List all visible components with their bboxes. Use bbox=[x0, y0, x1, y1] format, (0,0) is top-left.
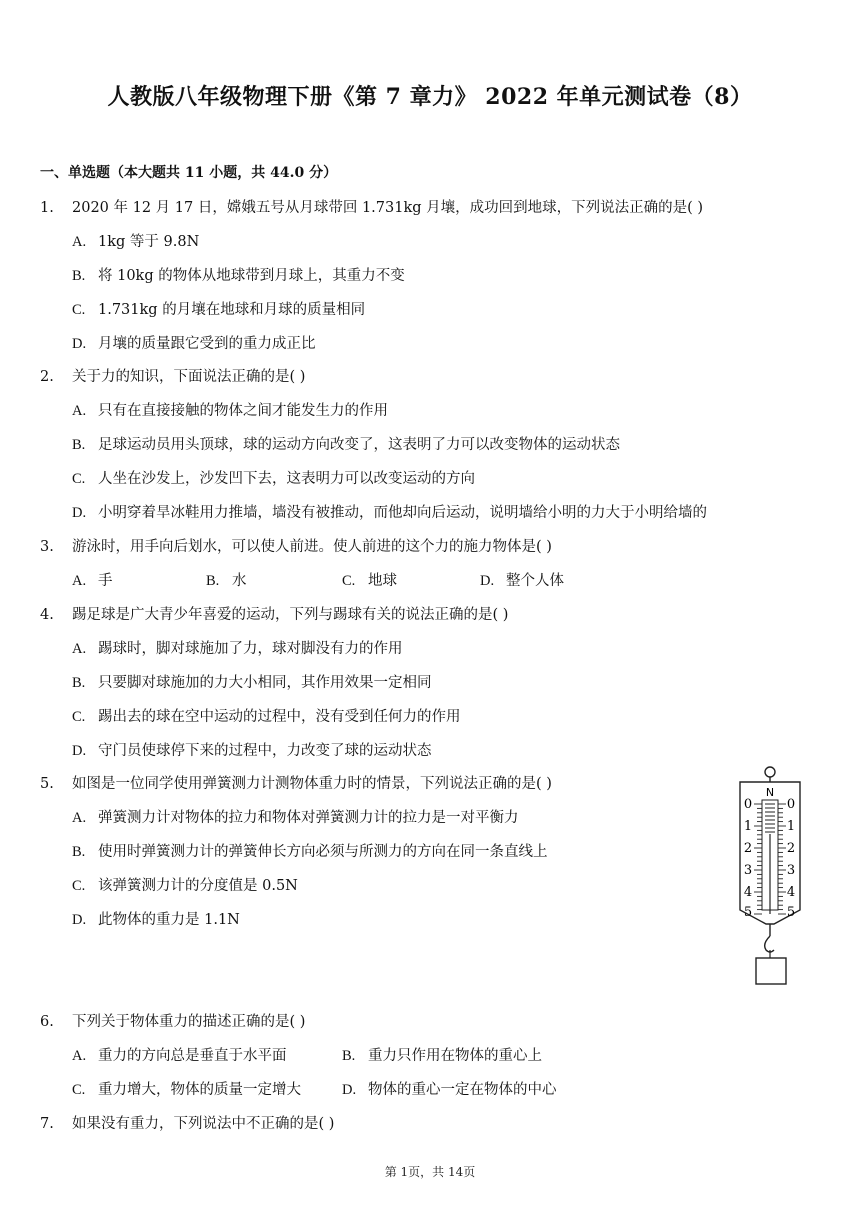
tick-label: 4 bbox=[786, 885, 796, 900]
tick-label: 1 bbox=[786, 819, 796, 834]
question-number: 5. bbox=[40, 776, 54, 792]
question-number: 3. bbox=[40, 539, 54, 555]
question-number: 7. bbox=[40, 1116, 54, 1132]
answer-paren: ( ) bbox=[289, 369, 306, 385]
answer-paren: ( ) bbox=[318, 1116, 335, 1132]
option-text: 将 10kg 的物体从地球带到月球上，其重力不变 bbox=[98, 268, 405, 284]
tick-label: 2 bbox=[743, 841, 753, 856]
question-3 bbox=[40, 535, 552, 556]
answer-paren: ( ) bbox=[536, 539, 552, 555]
option-text: 小明穿着旱冰鞋用力推墙，墙没有被推动，而他却向后运动，说明墙给小明的力大于小明给墙的 bbox=[98, 505, 707, 521]
option-text: 重力只作用在物体的重心上 bbox=[368, 1048, 542, 1064]
option-letter: B. bbox=[342, 1048, 356, 1064]
tick-label: 3 bbox=[786, 863, 796, 878]
option bbox=[72, 1044, 287, 1065]
top-ring bbox=[765, 767, 775, 777]
option-text: 整个人体 bbox=[506, 573, 564, 589]
option-text: 守门员使球停下来的过程中，力改变了球的运动状态 bbox=[98, 743, 432, 759]
option bbox=[72, 874, 298, 895]
question-stem: 如果没有重力，下列说法中不正确的是 bbox=[72, 1116, 319, 1132]
tick-label: 0 bbox=[786, 797, 796, 812]
tick-label: 2 bbox=[786, 841, 796, 856]
option bbox=[72, 705, 461, 726]
question-stem: 踢足球是广大青少年喜爱的运动，下列与踢球有关的说法正确的是 bbox=[72, 607, 493, 623]
option-text: 物体的重心一定在物体的中心 bbox=[368, 1082, 557, 1098]
question-6 bbox=[40, 1010, 305, 1031]
option bbox=[342, 1044, 542, 1065]
question-stem: 如图是一位同学使用弹簧测力计测物体重力时的情景，下列说法正确的是 bbox=[72, 776, 536, 792]
question-1 bbox=[40, 196, 703, 217]
option bbox=[206, 569, 247, 590]
option-text: 地球 bbox=[368, 573, 397, 589]
option-letter: C. bbox=[72, 471, 86, 487]
tick-label: 3 bbox=[743, 863, 753, 878]
option bbox=[342, 569, 397, 590]
page-title: 人教版八年级物理下册《第 7 章力》 2022 年单元测试卷（8） bbox=[107, 84, 753, 110]
tick-label: 5 bbox=[786, 905, 796, 920]
option bbox=[72, 399, 388, 420]
option-letter: B. bbox=[72, 675, 86, 691]
option-text: 人坐在沙发上，沙发凹下去，这表明力可以改变运动的方向 bbox=[98, 471, 475, 487]
question-5 bbox=[40, 772, 552, 793]
option-text: 月壤的质量跟它受到的重力成正比 bbox=[98, 336, 316, 352]
option-text: 弹簧测力计对物体的拉力和物体对弹簧测力计的拉力是一对平衡力 bbox=[98, 810, 519, 826]
option bbox=[480, 569, 564, 590]
option-text: 重力增大，物体的质量一定增大 bbox=[98, 1082, 301, 1098]
option-letter: A. bbox=[72, 403, 87, 419]
option bbox=[72, 264, 405, 285]
hanging-object bbox=[756, 958, 786, 984]
question-number: 4. bbox=[40, 607, 54, 623]
question-number: 6. bbox=[40, 1014, 54, 1030]
option bbox=[72, 501, 707, 522]
option-text: 该弹簧测力计的分度值是 0.5N bbox=[98, 878, 298, 894]
tick-label: 5 bbox=[743, 905, 753, 920]
option-text: 水 bbox=[232, 573, 247, 589]
option-text: 只有在直接接触的物体之间才能发生力的作用 bbox=[98, 403, 388, 419]
option-letter: A. bbox=[72, 234, 87, 250]
option bbox=[72, 806, 519, 827]
option-letter: C. bbox=[72, 1082, 86, 1098]
tick-label: 1 bbox=[743, 819, 753, 834]
option-letter: D. bbox=[72, 912, 87, 928]
option bbox=[342, 1078, 557, 1099]
option-text: 1kg 等于 9.8N bbox=[98, 234, 200, 250]
answer-paren: ( ) bbox=[687, 200, 704, 216]
option-letter: B. bbox=[72, 844, 86, 860]
option bbox=[72, 433, 620, 454]
option bbox=[72, 332, 316, 353]
option-text: 只要脚对球施加的力大小相同，其作用效果一定相同 bbox=[98, 675, 432, 691]
question-number: 1. bbox=[40, 200, 54, 216]
question-stem: 关于力的知识，下面说法正确的是 bbox=[72, 369, 290, 385]
option-letter: C. bbox=[72, 709, 86, 725]
question-number: 2. bbox=[40, 369, 54, 385]
option bbox=[72, 467, 475, 488]
page-footer: 第 1页，共 14页 bbox=[384, 1165, 476, 1179]
option-letter: D. bbox=[72, 336, 87, 352]
option-text: 重力的方向总是垂直于水平面 bbox=[98, 1048, 287, 1064]
option-text: 踢出去的球在空中运动的过程中，没有受到任何力的作用 bbox=[98, 709, 461, 725]
option-text: 1.731kg 的月壤在地球和月球的质量相同 bbox=[98, 302, 366, 318]
tick-label: 0 bbox=[743, 797, 753, 812]
bottom-hook bbox=[765, 936, 774, 952]
answer-paren: ( ) bbox=[492, 607, 509, 623]
option bbox=[72, 840, 548, 861]
option-text: 踢球时，脚对球施加了力，球对脚没有力的作用 bbox=[98, 641, 403, 657]
answer-paren: ( ) bbox=[536, 776, 552, 792]
option-letter: A. bbox=[72, 641, 87, 657]
option-letter: C. bbox=[342, 573, 356, 589]
tick-label: 4 bbox=[743, 885, 753, 900]
option bbox=[72, 671, 432, 692]
option bbox=[72, 298, 365, 319]
spring-scale-figure bbox=[734, 764, 814, 990]
option bbox=[72, 908, 240, 929]
option-letter: A. bbox=[72, 1048, 87, 1064]
option-letter: B. bbox=[72, 437, 86, 453]
option-text: 足球运动员用头顶球，球的运动方向改变了，这表明了力可以改变物体的运动状态 bbox=[98, 437, 620, 453]
section-heading: 一、单选题（本大题共 11 小题，共 44.0 分） bbox=[40, 165, 338, 181]
question-4 bbox=[40, 603, 508, 624]
option-letter: C. bbox=[72, 302, 86, 318]
option-letter: C. bbox=[72, 878, 86, 894]
option-letter: D. bbox=[72, 743, 87, 759]
question-7 bbox=[40, 1112, 334, 1133]
option-letter: D. bbox=[480, 573, 495, 589]
option-letter: B. bbox=[72, 268, 86, 284]
option bbox=[72, 739, 432, 760]
option bbox=[72, 569, 113, 590]
option bbox=[72, 1078, 301, 1099]
option-text: 手 bbox=[98, 573, 113, 589]
option-letter: B. bbox=[206, 573, 220, 589]
option bbox=[72, 637, 403, 658]
option-text: 使用时弹簧测力计的弹簧伸长方向必须与所测力的方向在同一条直线上 bbox=[98, 844, 548, 860]
question-stem: 下列关于物体重力的描述正确的是 bbox=[72, 1014, 290, 1030]
question-2 bbox=[40, 365, 305, 386]
question-stem: 游泳时，用手向后划水，可以使人前进。使人前进的这个力的施力物体是 bbox=[72, 539, 536, 555]
option-letter: D. bbox=[342, 1082, 357, 1098]
option-letter: D. bbox=[72, 505, 87, 521]
option-text: 此物体的重力是 1.1N bbox=[98, 912, 240, 928]
answer-paren: ( ) bbox=[289, 1014, 306, 1030]
question-stem: 2020 年 12 月 17 日，嫦娥五号从月球带回 1.731kg 月壤，成功回到地球，下列说法正确的是 bbox=[72, 200, 688, 216]
option bbox=[72, 230, 199, 251]
option-letter: A. bbox=[72, 573, 87, 589]
unit-label: N bbox=[765, 786, 775, 799]
option-letter: A. bbox=[72, 810, 87, 826]
